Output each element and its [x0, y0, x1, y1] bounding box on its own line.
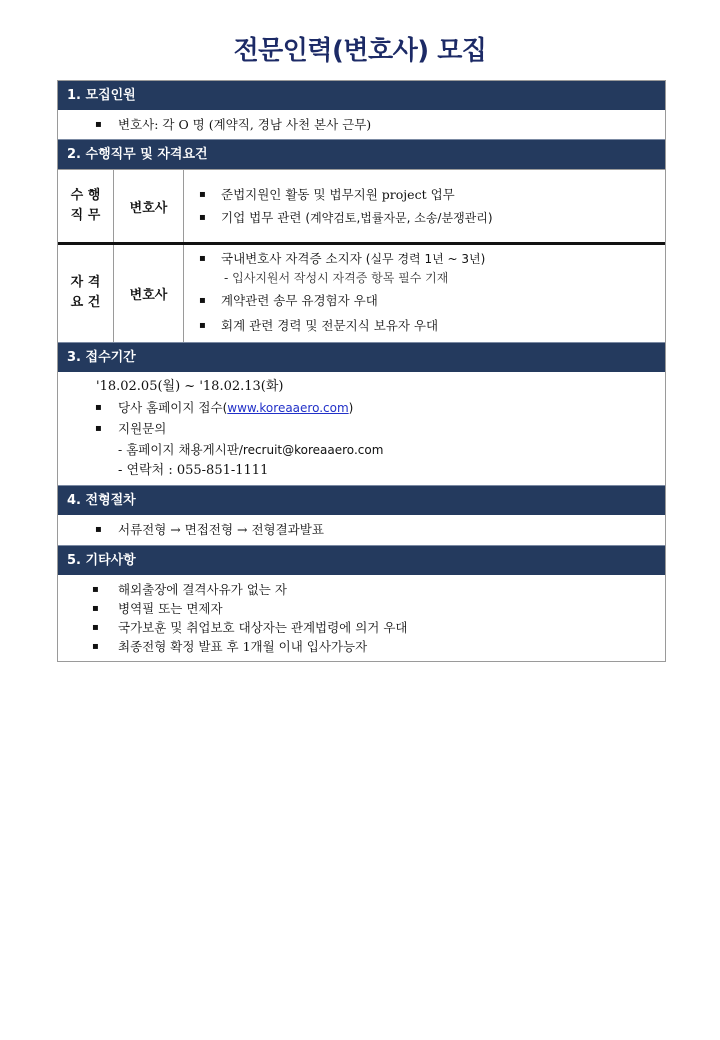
duty-role: 변호사 [114, 170, 184, 244]
bullet-icon: ▪ [95, 523, 102, 535]
bullet-icon: ▪ [92, 640, 99, 652]
bullet-icon: ▪ [199, 320, 206, 332]
bullet-icon: ▪ [199, 253, 206, 265]
list-item [58, 520, 665, 539]
duty-items [184, 170, 666, 244]
application-period: '18.02.05(월) ~ '18.02.13(화) [96, 378, 284, 394]
section-1-heading: 1. 모집인원 [58, 81, 665, 110]
bullet-icon: ▪ [95, 401, 102, 413]
duty-label: 수 행 직 무 [58, 170, 114, 244]
section-4-heading: 4. 전형절차 [58, 485, 665, 515]
list-item: ▪ 준법지원인 활동 및 법무지원 project 업무 [184, 183, 665, 206]
list-item: ▪ 해외출장에 결격사유가 없는 자 [92, 581, 287, 597]
list-item: ▪ 당사 홈페이지 접수(www.koreaaero.com) [58, 397, 665, 418]
recruitment-document [57, 80, 666, 662]
table-row [58, 244, 665, 342]
bullet-icon: ▪ [95, 119, 102, 130]
list-item: ▪ 국가보훈 및 취업보호 대상자는 관계법령에 의거 우대 [92, 619, 408, 635]
section-5-body [58, 575, 665, 661]
homepage-link[interactable]: www.koreaaero.com [227, 400, 349, 415]
qualification-items [184, 244, 666, 342]
selection-process: 서류전형 → 면접전형 → 전형결과발표 [118, 521, 324, 537]
section-5-heading: 5. 기타사항 [58, 545, 665, 575]
page-title: 전문인력(변호사) 모집 [233, 36, 487, 66]
list-item: ▪ 기업 법무 관련 (계약검토,법률자문, 소송/분쟁관리) [184, 206, 665, 229]
duty-qualification-table [58, 169, 665, 342]
section-3-heading: 3. 접수기간 [58, 342, 665, 372]
list-item: ▪ 회계 관련 경력 및 전문지식 보유자 우대 [184, 313, 665, 338]
bullet-icon: ▪ [199, 295, 206, 307]
bullet-icon: ▪ [92, 621, 99, 633]
section-4-body [58, 515, 665, 545]
table-row [58, 170, 665, 244]
qualification-label: 자 격 요 건 [58, 244, 114, 342]
section-3-body [58, 372, 665, 485]
list-item: ▪ 계약관련 송무 유경험자 우대 [184, 288, 665, 313]
list-item: ▪ 국내변호사 자격증 소지자 (실무 경력 1년 ~ 3년) [184, 248, 665, 269]
section-1-body [58, 110, 665, 139]
inquiry-phone: - 연락처 : 055-851-1111 [118, 462, 269, 478]
recruit-count: 변호사: 각 O 명 (계약직, 경남 사천 본사 근무) [118, 117, 372, 132]
bullet-icon: ▪ [92, 602, 99, 614]
list-subitem: - 입사지원서 작성시 자격증 항목 필수 기재 [224, 271, 449, 286]
bullet-icon: ▪ [92, 583, 99, 595]
bullet-icon: ▪ [95, 422, 102, 434]
inquiry-web: - 홈페이지 채용게시판/recruit@koreaaero.com [118, 441, 384, 457]
list-item: ▪ 최종전형 확정 발표 후 1개월 이내 입사가능자 [92, 638, 368, 654]
list-item: ▪ 지원문의 [58, 418, 665, 439]
section-2-heading: 2. 수행직무 및 자격요건 [58, 139, 665, 169]
list-item: ▪ 병역필 또는 면제자 [92, 600, 223, 616]
bullet-icon: ▪ [199, 189, 206, 200]
list-item [58, 115, 665, 134]
bullet-icon: ▪ [199, 212, 206, 223]
qualification-role: 변호사 [114, 244, 184, 342]
